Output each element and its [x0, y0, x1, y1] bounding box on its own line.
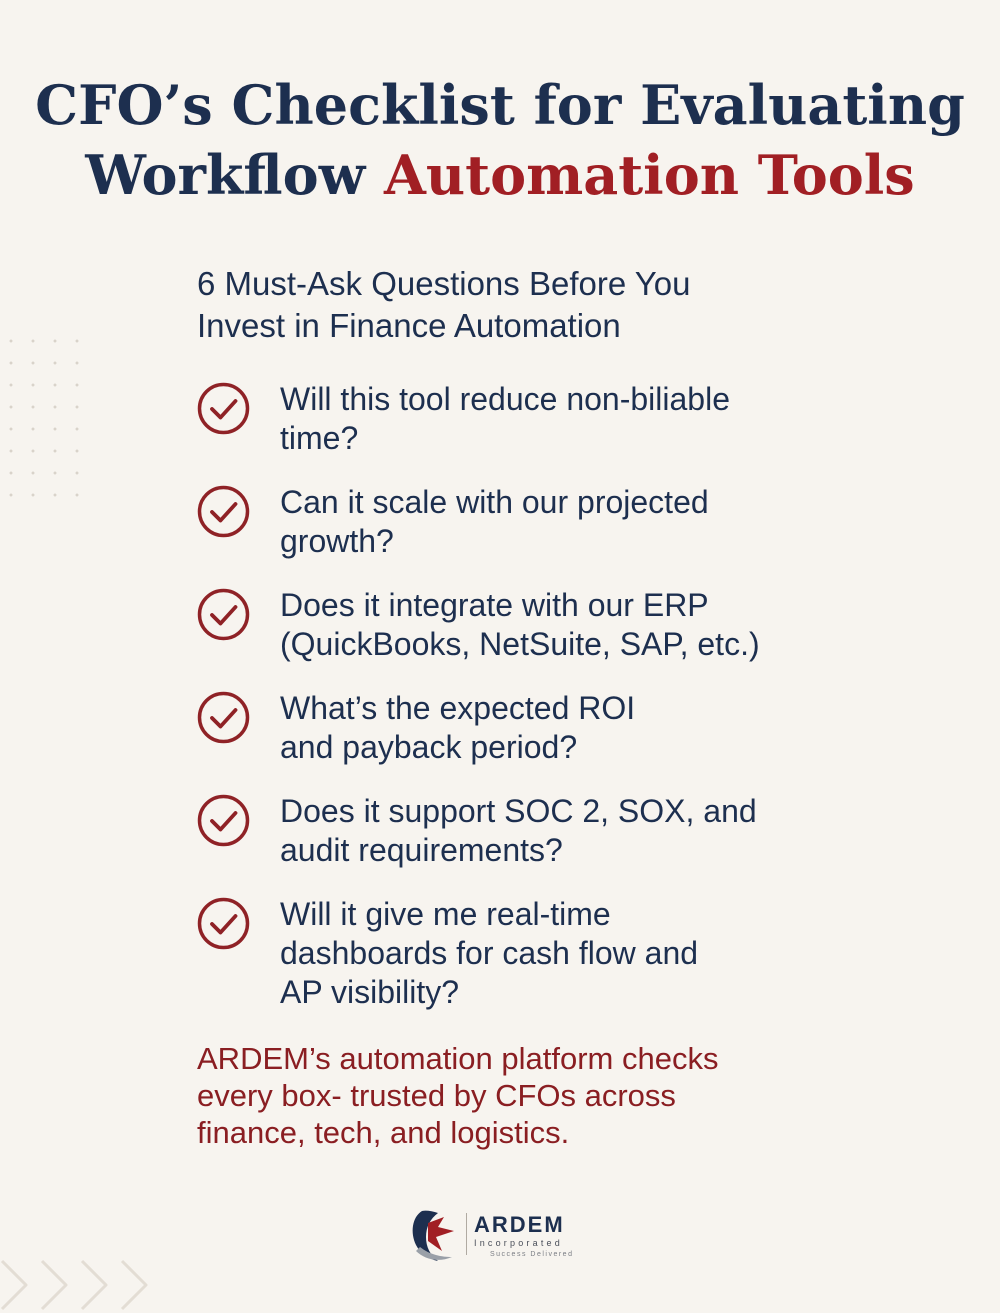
checklist-item-line: and payback period?	[280, 729, 578, 765]
checklist-item-line: Can it scale with our projected	[280, 484, 709, 520]
checklist-item-line: Does it support SOC 2, SOX, and	[280, 793, 757, 829]
checklist-item-line: Does it integrate with our ERP	[280, 587, 709, 623]
check-circle-icon	[197, 897, 250, 950]
closing-line-3: finance, tech, and logistics.	[197, 1115, 570, 1150]
checklist-item-text	[280, 689, 800, 767]
page-title	[0, 70, 1000, 210]
company-logo	[408, 1207, 598, 1267]
closing-statement	[197, 1040, 777, 1151]
logo-tagline: Success Delivered	[490, 1251, 574, 1258]
logo-name: ARDEM	[474, 1212, 565, 1237]
checklist-item-line: time?	[280, 420, 359, 456]
title-line-1: CFO’s Checklist for Evaluating	[35, 73, 965, 137]
subtitle-line-1: 6 Must-Ask Questions Before You	[197, 265, 691, 302]
closing-line-1: ARDEM’s automation platform checks	[197, 1041, 719, 1076]
checklist-item-line: Will this tool reduce non-biliable	[280, 381, 730, 417]
checklist-item-line: What’s the expected ROI	[280, 690, 636, 726]
check-circle-icon	[197, 794, 250, 847]
checklist-item-text	[280, 380, 800, 458]
title-line-2-accent: Automation Tools	[383, 143, 915, 207]
decorative-dot-grid	[0, 330, 80, 500]
checklist-item-line: dashboards for cash flow and	[280, 935, 699, 971]
checklist-item-line: AP visibility?	[280, 974, 460, 1010]
checklist-item-line: Will it give me real-time	[280, 896, 611, 932]
checklist-item-line: audit requirements?	[280, 832, 563, 868]
checklist-item-text	[280, 483, 800, 561]
title-line-2-plain: Workflow	[85, 143, 384, 207]
checklist-item-text	[280, 792, 800, 870]
checklist-item-line: (QuickBooks, NetSuite, SAP, etc.)	[280, 626, 760, 662]
checklist-item-text	[280, 895, 800, 1012]
check-circle-icon	[197, 691, 250, 744]
subtitle	[197, 263, 817, 347]
check-circle-icon	[197, 485, 250, 538]
checklist-item-text	[280, 586, 800, 664]
logo-mark-icon	[408, 1207, 460, 1263]
check-circle-icon	[197, 382, 250, 435]
closing-line-2: every box- trusted by CFOs across	[197, 1078, 676, 1113]
logo-subtitle: Incorporated	[474, 1238, 563, 1248]
check-circle-icon	[197, 588, 250, 641]
decorative-chevrons-icon	[0, 1257, 170, 1313]
checklist-item-line: growth?	[280, 523, 394, 559]
subtitle-line-2: Invest in Finance Automation	[197, 307, 621, 344]
logo-divider	[466, 1213, 467, 1255]
